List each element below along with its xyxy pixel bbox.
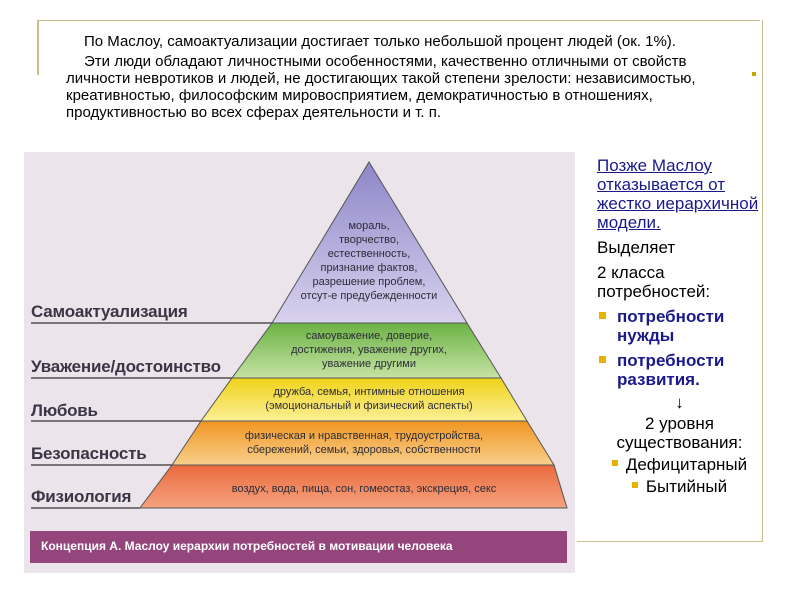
bullet-label: Бытийный: [645, 477, 728, 496]
tier-line: сбережений, семьи, здоровья, собственности: [247, 444, 481, 456]
level-label-safety: Безопасность: [31, 444, 147, 463]
tier-text-esteem: [264, 329, 474, 371]
bullet-needs-deficiency: [597, 307, 762, 345]
tier-line: достижения, уважение других,: [291, 344, 447, 356]
model-link[interactable]: Позже Маслоу отказывается от жестко иерархичной модели.: [597, 156, 759, 232]
bullet-deficit: [597, 455, 762, 474]
tier-line: творчество,: [338, 234, 400, 246]
tier-line: уважение другими: [322, 358, 416, 370]
bullet-square-icon: [599, 356, 606, 363]
tier-line: (эмоциональный и физический аспекты): [265, 400, 473, 412]
bullet-label: потребности нужды: [617, 307, 725, 345]
down-arrow-icon: ↓: [675, 393, 684, 412]
tier-line: физическая и нравственная, трудоустройства,: [244, 430, 484, 442]
right-column: [597, 156, 762, 496]
frame-top-line: [37, 20, 760, 21]
frame-dot: [752, 72, 756, 76]
two-classes-text: 2 класса потребностей:: [597, 263, 711, 301]
pyramid-figure: [24, 152, 575, 573]
tier-line: дружба, семья, интимные отношения: [273, 386, 465, 398]
level-label-esteem: Уважение/достоинство: [31, 357, 221, 376]
tier-line: самоуважение, доверие,: [305, 330, 433, 342]
distinguishes-text: Выделяет: [597, 238, 676, 257]
bullet-square-icon: [599, 312, 606, 319]
intro-text: [66, 33, 706, 121]
frame-bottom-line: [577, 541, 762, 542]
tier-text-self-actualization: [269, 219, 469, 303]
tier-line: признание фактов,: [320, 262, 418, 274]
tier-line: разрешение проблем,: [312, 276, 426, 288]
level-label-self-actualization: Самоактуализация: [31, 302, 188, 321]
figure-caption: Концепция А. Маслоу иерархии потребностей в мотивации человека: [41, 539, 453, 553]
intro-paragraph-2: Эти люди обладают личностными особенностями, качественно отличными от свойств личности невротиков и людей, не достигающих такой степени зрелости: независимостью, креативностью, философским мировосприятием, демократичностью в отношениях, продуктивностью во всех сферах деятельности и т. п.: [66, 53, 696, 121]
tier-line: естественность,: [327, 248, 411, 260]
tier-text-safety: [224, 429, 504, 457]
tier-text-love: [244, 385, 494, 413]
bullet-needs-growth: [597, 351, 762, 389]
tier-text-physiology: [204, 482, 524, 496]
bullet-label: Дефицитарный: [625, 455, 748, 474]
frame-right-line: [762, 20, 763, 542]
tier-line: воздух, вода, пища, сон, гомеостаз, экскреция, секс: [231, 483, 497, 495]
tier-line: мораль,: [348, 220, 390, 232]
intro-paragraph-1: По Маслоу, самоактуализации достигает только небольшой процент людей (ок. 1%).: [84, 33, 676, 50]
level-label-physiology: Физиология: [31, 487, 132, 506]
two-levels-text: 2 уровня существования:: [616, 414, 743, 452]
bullet-square-icon: [632, 482, 638, 488]
bullet-being: [597, 477, 762, 496]
bullet-square-icon: [612, 460, 618, 466]
frame-left-line: [37, 20, 39, 75]
tier-line: отсут-е предубежденности: [300, 290, 438, 302]
level-label-love: Любовь: [31, 401, 98, 420]
bullet-label: потребности развития.: [617, 351, 725, 389]
caption-bar: [30, 531, 567, 563]
